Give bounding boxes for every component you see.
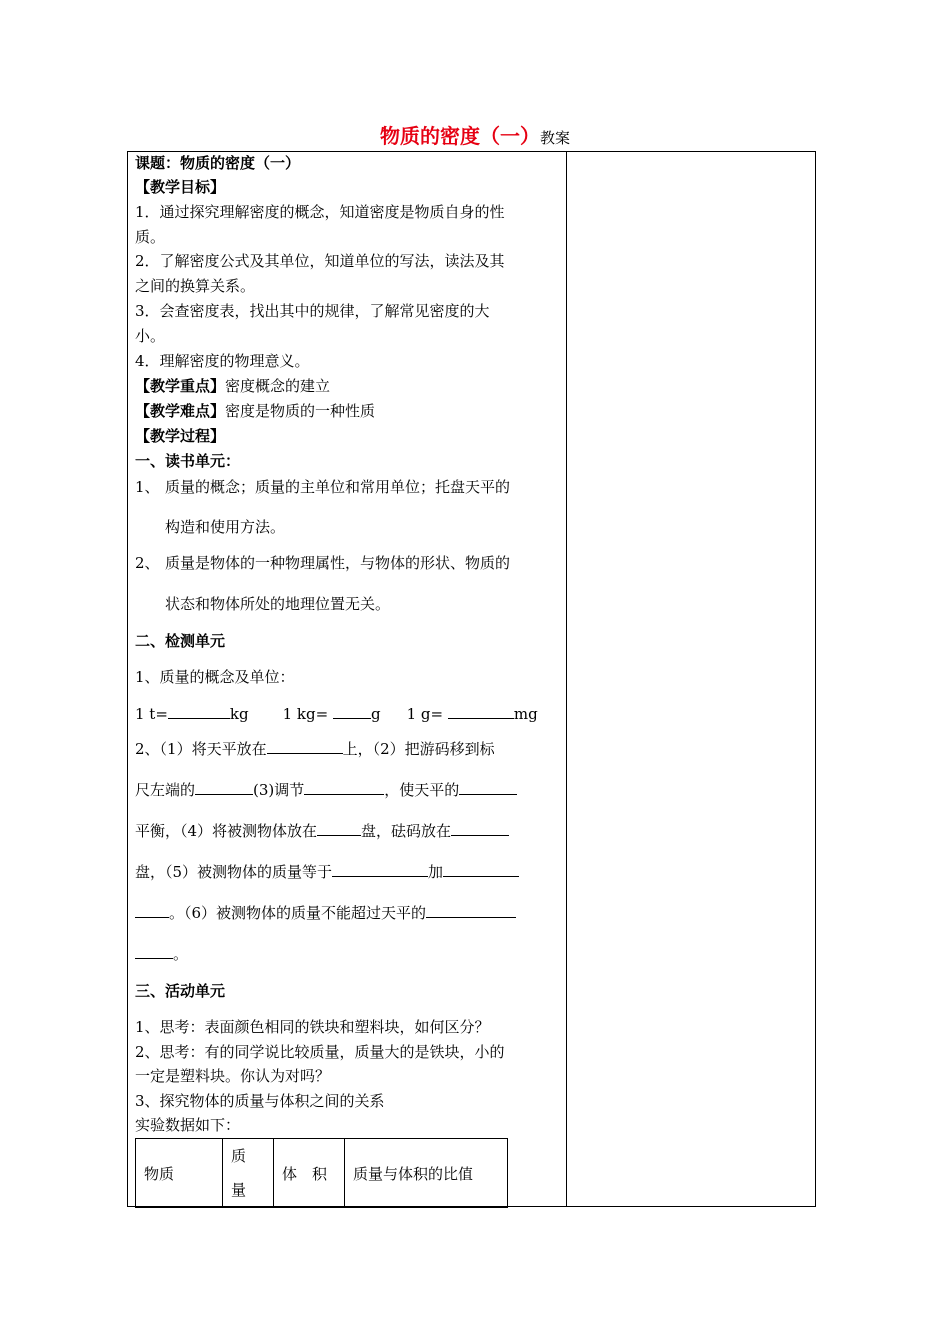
q2-b2: (3)调节 — [253, 781, 305, 799]
experiment-data-table — [135, 1138, 508, 1208]
blank-max-capacity-a[interactable] — [426, 903, 516, 918]
q2-c2: 盘，砝码放在 — [361, 822, 452, 840]
blank-balance-part[interactable] — [459, 780, 517, 795]
q2-a2: 上，（2）把游码移到标 — [342, 740, 495, 758]
objective-3a: 3．会查密度表，找出其中的规律，了解常见密度的大 — [135, 302, 490, 320]
q2-d1: 盘，（5）被测物体的质量等于 — [135, 863, 333, 881]
header-mass — [223, 1139, 274, 1208]
q2-e1: 。（6）被测物体的质量不能超过天平的 — [169, 904, 427, 922]
g-unit: mg — [513, 705, 538, 723]
blank-adjust[interactable] — [304, 780, 384, 795]
activity-1: 1、思考：表面颜色相同的铁块和塑料块，如何区分？ — [135, 1018, 490, 1036]
kg-label: 1 kg= — [282, 705, 329, 723]
blank-mass-sum-c[interactable] — [135, 903, 169, 918]
question-1: 1、质量的概念及单位： — [135, 668, 295, 686]
q2-a1: 2、（1）将天平放在 — [135, 740, 267, 758]
section1-item1a — [135, 477, 561, 497]
question-2-line3 — [135, 821, 561, 841]
section2-heading: 二、检测单元 — [135, 632, 226, 650]
blank-g-mg[interactable] — [448, 704, 514, 719]
blank-weight-pan[interactable] — [451, 821, 509, 836]
item1-text-a: 质量的概念；质量的主单位和常用单位；托盘天平的 — [165, 478, 511, 496]
title-suffix: 教案 — [539, 129, 570, 147]
blank-max-capacity-b[interactable] — [135, 944, 173, 959]
objective-1a: 1．通过探究理解密度的概念，知道密度是物质自身的性 — [135, 203, 505, 221]
difficulty-label: 【教学难点】 — [135, 402, 226, 420]
t-unit: kg — [229, 705, 249, 723]
question-2-line6 — [135, 944, 561, 964]
lesson-topic: 课题：物质的密度（一） — [135, 154, 301, 172]
key-point — [135, 376, 561, 396]
section1-item2b: 状态和物体所处的地理位置无关。 — [165, 595, 391, 613]
objective-2a: 2．了解密度公式及其单位，知道单位的写法，读法及其 — [135, 252, 505, 270]
key-text: 密度概念的建立 — [225, 377, 331, 395]
header-mass-b: 量 — [231, 1181, 247, 1199]
blank-mass-sum-b[interactable] — [443, 862, 519, 877]
column-divider — [566, 151, 567, 1207]
q2-d2: 加 — [428, 863, 444, 881]
header-substance: 物质 — [136, 1139, 223, 1208]
g-label: 1 g= — [406, 705, 444, 723]
data-intro: 实验数据如下： — [135, 1116, 241, 1134]
t-label: 1 t= — [135, 705, 168, 723]
blank-kg-g[interactable] — [333, 704, 371, 719]
section1-heading: 一、读书单元： — [135, 452, 241, 470]
objectives-heading: 【教学目标】 — [135, 178, 226, 196]
question-2-line1 — [135, 739, 561, 759]
kg-unit: g — [370, 705, 381, 723]
process-heading: 【教学过程】 — [135, 427, 226, 445]
difficulty-point — [135, 401, 561, 421]
item2-text-a: 质量是物体的一种物理属性，与物体的形状、物质的 — [165, 554, 511, 572]
section1-item1b: 构造和使用方法。 — [165, 518, 286, 536]
activity-2a: 2、思考：有的同学说比较质量，质量大的是铁块，小的 — [135, 1043, 505, 1061]
objective-4: 4．理解密度的物理意义。 — [135, 352, 310, 370]
key-label: 【教学重点】 — [135, 377, 226, 395]
question-2-line4 — [135, 862, 561, 882]
blank-object-pan[interactable] — [317, 821, 361, 836]
question-2-line5 — [135, 903, 561, 923]
q2-b1: 尺左端的 — [135, 781, 196, 799]
objective-3b: 小。 — [135, 327, 166, 345]
objective-1b: 质。 — [135, 228, 166, 246]
item2-num: 2、 — [135, 554, 160, 572]
title-main: 物质的密度（一） — [379, 124, 540, 148]
header-mass-a: 质 — [231, 1147, 247, 1165]
activity-2b: 一定是塑料块。你认为对吗？ — [135, 1067, 331, 1085]
unit-conversion-line — [135, 704, 561, 724]
blank-left-end[interactable] — [195, 780, 253, 795]
section1-item2a — [135, 553, 561, 573]
q2-f1: 。 — [173, 945, 189, 963]
difficulty-text: 密度是物质的一种性质 — [225, 402, 376, 420]
q2-c1: 平衡，（4）将被测物体放在 — [135, 822, 318, 840]
header-volume: 体 积 — [274, 1139, 345, 1208]
page-title — [0, 124, 950, 150]
table-header-row — [136, 1139, 508, 1208]
q2-b3: ，使天平的 — [384, 781, 460, 799]
objective-2b: 之间的换算关系。 — [135, 277, 256, 295]
item1-num: 1、 — [135, 478, 160, 496]
activity-3: 3、探究物体的质量与体积之间的关系 — [135, 1092, 385, 1110]
blank-mass-sum-a[interactable] — [332, 862, 428, 877]
blank-t-kg[interactable] — [168, 704, 230, 719]
question-2-line2 — [135, 780, 561, 800]
header-ratio: 质量与体积的比值 — [345, 1139, 508, 1208]
section3-heading: 三、活动单元 — [135, 982, 226, 1000]
blank-balance-place[interactable] — [267, 739, 343, 754]
